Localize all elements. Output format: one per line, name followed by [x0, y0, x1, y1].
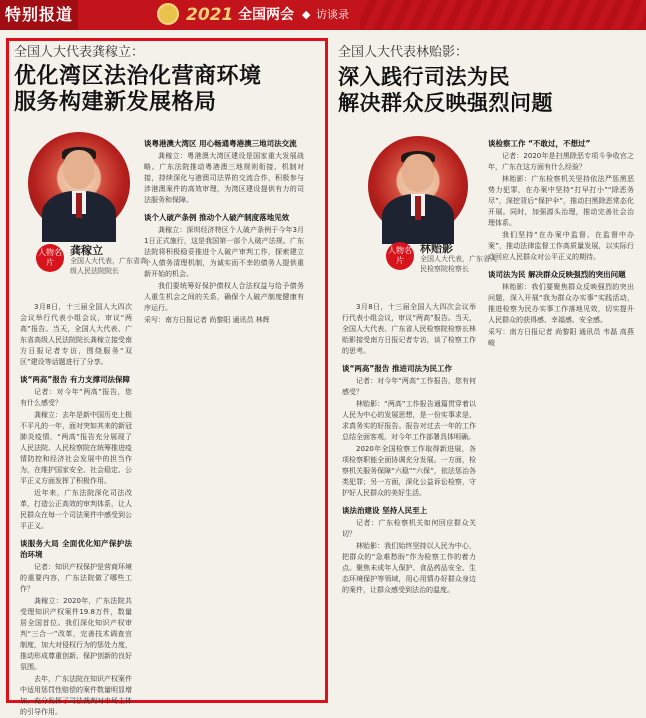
person-name: 龚稼立 — [70, 244, 103, 257]
answer: 我们要统筹好保护债权人合法权益与给予债务人重生机会之间的关系，确保个人破产制度健康有序运行。 — [144, 282, 304, 312]
subheading: 谈粤港澳大湾区 用心畅通粤港澳三地司法交流 — [144, 139, 297, 148]
answer: 林贻影：我们始终坚持以人民为中心，把群众的“急难愁盼”作为检察工作的着力点。聚焦未成年人保护、食品药品安全、生态环境保护等领域，用心用情办好群众身边的案件，让群众感受到法治的温度。 — [342, 542, 476, 594]
lead-paragraph: 3月8日，十三届全国人大四次会议举行代表小组会议，审议“两高”报告。当天，全国人大代表、广东省人民检察院检察长林贻影接受南方日报记者专访，谈了检察工作的思考。 — [342, 303, 476, 355]
person-description: 全国人大代表，广东省人民检察院检察长 — [420, 255, 497, 273]
section-tag: 特别报道 — [0, 0, 78, 30]
left-column-1 — [20, 302, 132, 716]
right-kicker: 全国人大代表林贻影： — [338, 45, 469, 60]
answer: 去年，广东法院在知识产权案件中适用惩罚性赔偿的案件数量明显增加，充分发挥了司法裁判对市场主体的引导作用。 — [20, 675, 132, 716]
right-headline — [338, 64, 638, 116]
subheading: 谈个人破产条例 推动个人破产制度落地见效 — [144, 213, 290, 222]
author-credit: 采写：南方日报记者 尚黎阳 通讯员 林辉 — [144, 316, 270, 324]
answer: 龚稼立：深圳经济特区个人破产条例于今年3月1日正式施行，这是我国第一部个人破产法规。广东法院将积极稳妥推进个人破产审判工作，探索建立个人债务清理机制，为诚实而不幸的债务人提供重新开始的机会。 — [144, 226, 304, 278]
banner-decoration — [360, 0, 646, 30]
right-article — [338, 44, 638, 698]
section-banner — [0, 0, 646, 30]
person-name: 林贻影 — [420, 242, 453, 255]
subheading: 谈服务大局 全面优化知产保护法治环境 — [20, 539, 132, 559]
right-column-2 — [488, 132, 634, 698]
left-headline-line1: 优化湾区法治化营商环境 — [14, 64, 262, 89]
subheading: 谈检察工作 “不敢过，不想过” — [488, 139, 591, 148]
left-headline — [14, 64, 322, 116]
person-description: 全国人大代表，广东省高级人民法院院长 — [70, 257, 147, 275]
portrait-photo — [368, 136, 468, 236]
lead-paragraph: 3月8日，十三届全国人大四次会议举行代表小组会议，审议“两高”报告。当天，全国人大代表、广东省高级人民法院院长龚稼立接受南方日报记者专访，围绕服务“双区”建设等话题进行了分享。 — [20, 303, 132, 366]
answer: 2020年全国检察工作取得新进展，各项检察职能全面协调充分发展。一方面，检察机关服务保障“六稳”“六保”，依法惩治各类犯罪；另一方面，深化公益诉讼检察，守护好人民群众的美好生活。 — [342, 445, 476, 497]
question: 记者：2020年是扫黑除恶专项斗争收官之年，广东在这方面有什么经验？ — [488, 152, 634, 171]
left-article — [14, 44, 322, 716]
answer: 林贻影：“两高”工作报告通篇贯穿着以人民为中心的发展思想，是一份实事求是、求真务实的好报告。报告对过去一年的工作总结全面客观，对今年工作部署具体明确。 — [342, 400, 476, 441]
question: 记者：广东检察机关如何回应群众关切？ — [342, 519, 476, 538]
author-credit: 采写：南方日报记者 尚黎阳 通讯员 韦磊 高燕峻 — [488, 328, 634, 347]
left-headline-line2: 服务构建新发展格局 — [14, 90, 217, 115]
person-card-badge: 人物名片 — [386, 242, 414, 270]
subheading: 谈法治建设 坚持人民至上 — [342, 506, 428, 515]
question: 记者：知识产权保护是营商环境的重要内容，广东法院做了哪些工作？ — [20, 563, 132, 593]
answer: 林贻影：我们要聚焦群众反映强烈的突出问题，深入开展“我为群众办实事”实践活动，推进检察为民办实事工作落地见效，切实提升人民群众的获得感、幸福感、安全感。 — [488, 283, 634, 324]
person-card-badge: 人物名片 — [36, 244, 64, 272]
answer: 龚稼立：粤港澳大湾区建设是国家重大发展战略。广东法院推动粤港澳三地规则衔接、机制对接，持续深化与港澳司法界的交流合作，积极参与涉港澳案件的高效审理，为湾区建设提供有力的司法服务和保障。 — [144, 152, 304, 204]
banner-year: 2021 — [186, 5, 234, 25]
banner-column: 访谈录 — [316, 8, 349, 21]
answer: 近年来，广东法院深化司法改革，打造公正高效的审判体系，让人民群众在每一个司法案件中感受到公平正义。 — [20, 489, 132, 530]
left-column-2 — [144, 132, 304, 698]
portrait-photo — [28, 132, 130, 234]
subheading: 谈“两高”报告 推进司法为民工作 — [342, 364, 452, 373]
right-headline-line2: 解决群众反映强烈问题 — [338, 91, 553, 115]
left-kicker: 全国人大代表龚稼立： — [14, 45, 145, 60]
right-column-1 — [342, 302, 476, 698]
answer: 林贻影：广东检察机关坚持依法严惩黑恶势力犯罪，在办案中坚持“打早打小”“除恶务尽”，深挖背后“保护伞”，推动扫黑除恶常态化开展。同时，加强源头治理，推动完善社会治理体系。 — [488, 175, 634, 227]
answer: 我们坚持“在办案中监督、在监督中办案”，推动法律监督工作高质量发展，以实际行动回应人民群众对公平正义的期待。 — [488, 231, 634, 261]
right-headline-line1: 深入践行司法为民 — [338, 65, 510, 89]
banner-event: 全国两会 — [238, 7, 294, 23]
question: 记者：对今年“两高”报告，您有什么感受？ — [20, 388, 132, 407]
answer: 龚稼立：去年是新中国历史上极不平凡的一年，面对突如其来的新冠肺炎疫情，“两高”报告充分展现了人民法院、人民检察院在统筹推进疫情防控和经济社会发展中的担当作为，在维护国家安全、社会稳定、公平正义方面发挥了积极作用。 — [20, 411, 132, 485]
answer: 龚稼立：2020年，广东法院共受理知识产权案件19.8万件，数量居全国首位。我们深化知识产权审判“三合一”改革，完善技术调查官制度，加大对侵权行为的惩处力度，推动形成尊重创新、保护创新的良好氛围。 — [20, 597, 132, 671]
national-emblem-icon — [157, 3, 179, 25]
subheading: 谈司法为民 解决群众反映强烈的突出问题 — [488, 270, 626, 279]
question: 记者：对今年“两高”工作报告，您有何感受？ — [342, 377, 476, 396]
subheading: 谈“两高”报告 有力支撑司法保障 — [20, 375, 130, 384]
banner-separator: ◆ — [302, 8, 311, 21]
